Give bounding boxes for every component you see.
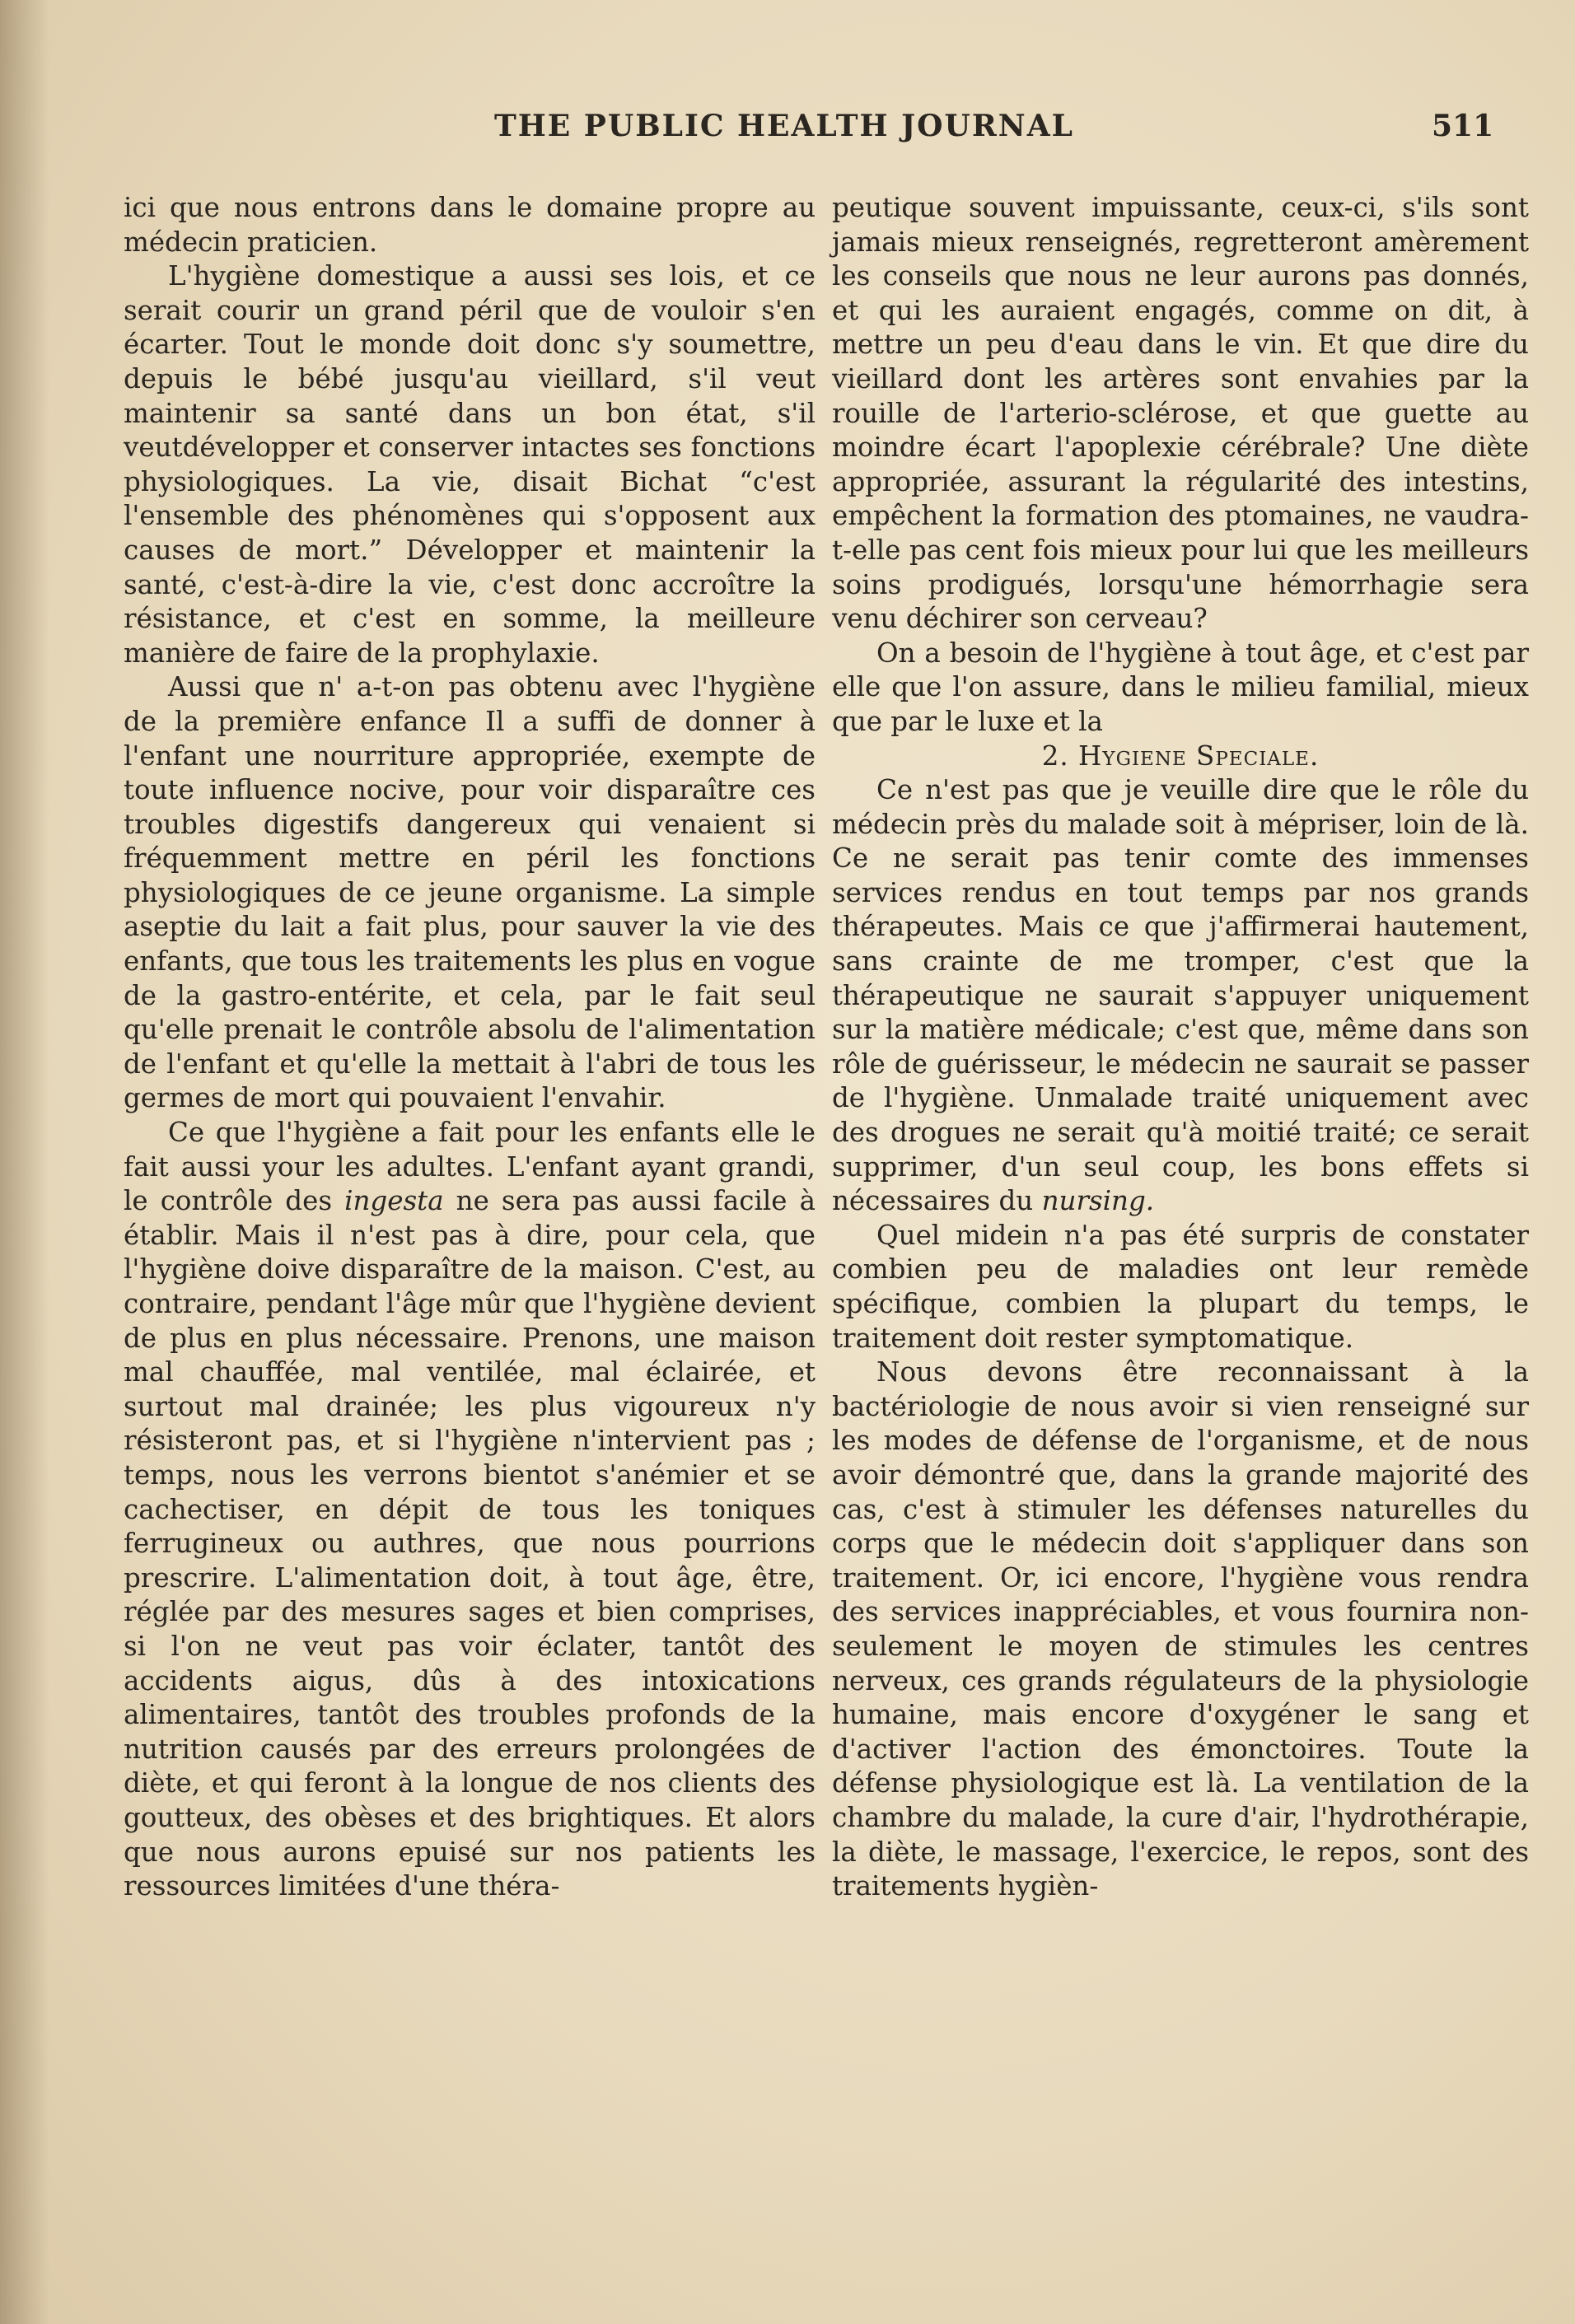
paragraph bbox=[832, 773, 1529, 1219]
italic-term: nursing. bbox=[1041, 1185, 1155, 1217]
text-run: Ce que l'hygiène a fait pour les enfants elle le fait aussi your les adultes. L'enfant ayant grandi, le contrôle des bbox=[124, 1117, 816, 1217]
left-column bbox=[124, 191, 816, 1904]
paragraph: peutique souvent impuissante, ceux-ci, s'ils sont jamais mieux renseignés, regretteront amèrement les conseils que nous ne leur aurons pas donnés, et qui les auraient engagés, comme on dit, à mettre un peu d'eau dans le vin. Et que dire du vieillard dont les artères sont envahies par la rouille de l'arterio-sclérose, et que guette au moindre écart l'apoplexie cérébrale? Une diète appropriée, assurant la régularité des intestins, empêchent la formation des ptomaines, ne vaudra-t-elle pas cent fois mieux pour lui que les meilleurs soins prodigués, lorsqu'une hémorrhagie sera venu déchirer son cerveau? bbox=[832, 192, 1529, 635]
paragraph: L'hygiène domestique a aussi ses lois, et ce serait courir un grand péril que de vouloir s'en écarter. Tout le monde doit donc s'y soumettre, depuis le bébé jusqu'au vieillard, s'il veut maintenir sa santé dans un bon état, s'il veutdévelopper et conserver intactes ses fonctions physiologiques. La vie, disait Bichat “c'est l'ensemble des phénomènes qui s'opposent aux causes de mort.” Développer et maintenir la santé, c'est-à-dire la vie, c'est donc accroître la résistance, et c'est en somme, la meilleure manière de faire de la prophylaxie. bbox=[124, 260, 816, 669]
running-head bbox=[0, 109, 1575, 150]
paragraph: Nous devons être reconnaissant à la bactériologie de nous avoir si vien renseigné sur les modes de défense de l'organisme, et de nous avoir démontré que, dans la grande majorité des cas, c'est à stimuler les défenses naturelles du corps que le médecin doit s'appliquer dans son traitement. Or, ici encore, l'hygiène vous rendra des services inappréciables, et vous fournira non-seulement le moyen de stimules les centres nerveux, ces grands régulateurs de la physiologie humaine, mais encore d'oxygéner le sang et d'activer l'action des émonctoires. Toute la défense physiologique est là. La ventilation de la chambre du malade, la cure d'air, l'hydrothérapie, la diète, le massage, l'exercice, le repos, sont des traitements hygièn- bbox=[832, 1356, 1529, 1902]
paragraph bbox=[124, 1116, 816, 1904]
paragraph: Aussi que n' a-t-on pas obtenu avec l'hygiène de la première enfance Il a suffi de donner à l'enfant une nourriture appropriée, exempte de toute influence nocive, pour voir disparaître ces troubles digestifs dangereux qui venaient si fréquemment mettre en péril les fonctions physiologiques de ce jeune organisme. La simple aseptie du lait a fait plus, pour sauver la vie des enfants, que tous les traitements les plus en vogue de la gastro-entérite, et cela, par le fait seul qu'elle prenait le contrôle absolu de l'alimentation de l'enfant et qu'elle la mettait à l'abri de tous les germes de mort qui pouvaient l'envahir. bbox=[124, 671, 816, 1114]
paragraph: ici que nous entrons dans le domaine propre au médecin praticien. bbox=[124, 192, 816, 258]
section-heading: 2. Hygiene Speciale. bbox=[1041, 740, 1320, 772]
paragraph: Quel midein n'a pas été surpris de constater combien peu de maladies ont leur remède spécifique, combien la plupart du temps, le traitement doit rester symptomatique. bbox=[832, 1219, 1529, 1354]
paragraph: On a besoin de l'hygiène à tout âge, et c'est par elle que l'on assure, dans le milieu familial, mieux que par le luxe et la bbox=[832, 637, 1529, 737]
text-run: Ce n'est pas que je veuille dire que le rôle du médecin près du malade soit à mépriser, loin de là. Ce ne serait pas tenir comte des immenses services rendus en tout temps par nos grands thérapeutes. Mais ce que j'affirmerai hautement, sans crainte de me tromper, c'est que la thérapeutique ne saurait s'appuyer uniquement sur la matière médicale; c'est que, même dans son rôle de guérisseur, le médecin ne saurait se passer de l'hygiène. Unmalade traité uniquement avec des drogues ne serait qu'à moitié traité; ce serait supprimer, d'un seul coup, les bons effets si nécessaires du bbox=[832, 774, 1529, 1217]
page-number: 511 bbox=[1432, 109, 1494, 143]
binding-shadow bbox=[0, 0, 49, 2324]
journal-title: THE PUBLIC HEALTH JOURNAL bbox=[494, 109, 1074, 143]
right-column bbox=[832, 191, 1529, 1904]
text-run: ne sera pas aussi facile à établir. Mais il n'est pas à dire, pour cela, que l'hygiène doive disparaître de la maison. C'est, au contraire, pendant l'âge mûr que l'hygiène devient de plus en plus nécessaire. Prenons, une maison mal chauffée, mal ventilée, mal éclairée, et surtout mal drainée; les plus vigoureux n'y résisteront pas, et si l'hygiène n'intervient pas ; temps, nous les verrons bientot s'anémier et se cachectiser, en dépit de tous les toniques ferrugineux ou authres, que nous pourrions prescrire. L'alimentation doit, à tout âge, être, réglée par des mesures sages et bien comprises, si l'on ne veut pas voir éclater, tantôt des accidents aigus, dûs à des intoxications alimentaires, tantôt des troubles profonds de la nutrition causés par des erreurs prolongées de diète, et qui feront à la longue de nos clients des goutteux, des obèses et des brightiques. Et alors que nous aurons epuisé sur nos patients les ressources limitées d'une théra- bbox=[124, 1185, 816, 1902]
italic-term: ingesta bbox=[344, 1185, 444, 1217]
